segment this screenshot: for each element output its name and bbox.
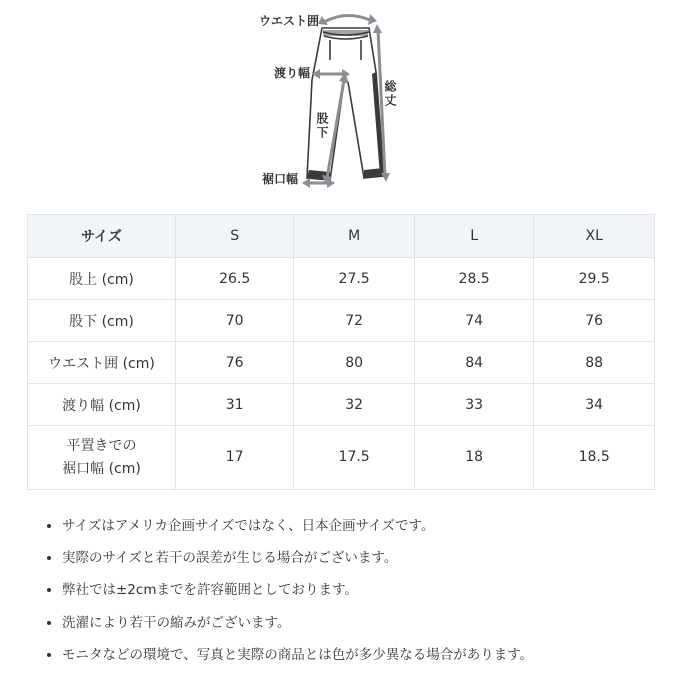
note-item: • モニタなどの環境で、写真と実際の商品とは色が多少異なる場合があります。 xyxy=(62,644,672,676)
table-row xyxy=(28,342,655,384)
hem-label: 裾口幅 xyxy=(262,172,299,186)
row-label-line1: 平置きでの xyxy=(66,437,137,454)
note-item: • サイズはアメリカ企画サイズではなく、日本企画サイズです。 xyxy=(62,515,672,547)
cell: 80 xyxy=(294,342,415,384)
header-s: S xyxy=(175,215,293,258)
cell: 76 xyxy=(175,342,293,384)
cell: 28.5 xyxy=(414,258,533,300)
waist-label: ウエスト囲 xyxy=(259,14,320,28)
cell: 72 xyxy=(294,300,415,342)
table-row xyxy=(28,258,655,300)
cell: 31 xyxy=(175,384,293,426)
cell: 27.5 xyxy=(294,258,415,300)
row-label: 股下 (cm) xyxy=(28,300,176,342)
cell: 32 xyxy=(294,384,415,426)
row-label xyxy=(28,426,176,490)
cell: 17 xyxy=(175,426,293,490)
inseam-label: 股下 xyxy=(315,112,329,140)
row-label: 股上 (cm) xyxy=(28,258,176,300)
cell: 76 xyxy=(534,300,655,342)
table-row xyxy=(28,426,655,490)
note-item: • 弊社では±2cmまでを許容範囲としております。 xyxy=(62,579,672,611)
cell: 18.5 xyxy=(534,426,655,490)
pants-outline xyxy=(307,28,384,180)
waist-arrow xyxy=(324,15,370,22)
cell: 17.5 xyxy=(294,426,415,490)
thigh-label: 渡り幅 xyxy=(274,66,311,80)
cell: 26.5 xyxy=(175,258,293,300)
cell: 88 xyxy=(534,342,655,384)
cell: 34 xyxy=(534,384,655,426)
length-label: 総丈 xyxy=(383,80,397,108)
note-item: • 実際のサイズと若干の誤差が生じる場合がございます。 xyxy=(62,547,672,579)
header-xl: XL xyxy=(534,215,655,258)
size-table xyxy=(27,214,655,490)
row-label-line2: 裾口幅 (cm) xyxy=(62,460,141,477)
table-row xyxy=(28,384,655,426)
header-l: L xyxy=(414,215,533,258)
cell: 74 xyxy=(414,300,533,342)
cell: 70 xyxy=(175,300,293,342)
note-item: • 洗濯により若干の縮みがございます。 xyxy=(62,612,672,644)
cell: 33 xyxy=(414,384,533,426)
cell: 18 xyxy=(414,426,533,490)
header-m: M xyxy=(294,215,415,258)
table-row xyxy=(28,300,655,342)
cell: 29.5 xyxy=(534,258,655,300)
cell: 84 xyxy=(414,342,533,384)
pants-illustration xyxy=(0,0,680,205)
pants-measurement-diagram xyxy=(0,0,680,205)
row-label: 渡り幅 (cm) xyxy=(28,384,176,426)
row-label: ウエスト囲 (cm) xyxy=(28,342,176,384)
header-size: サイズ xyxy=(28,215,176,258)
table-header-row xyxy=(28,215,655,258)
notes-list xyxy=(42,515,672,676)
